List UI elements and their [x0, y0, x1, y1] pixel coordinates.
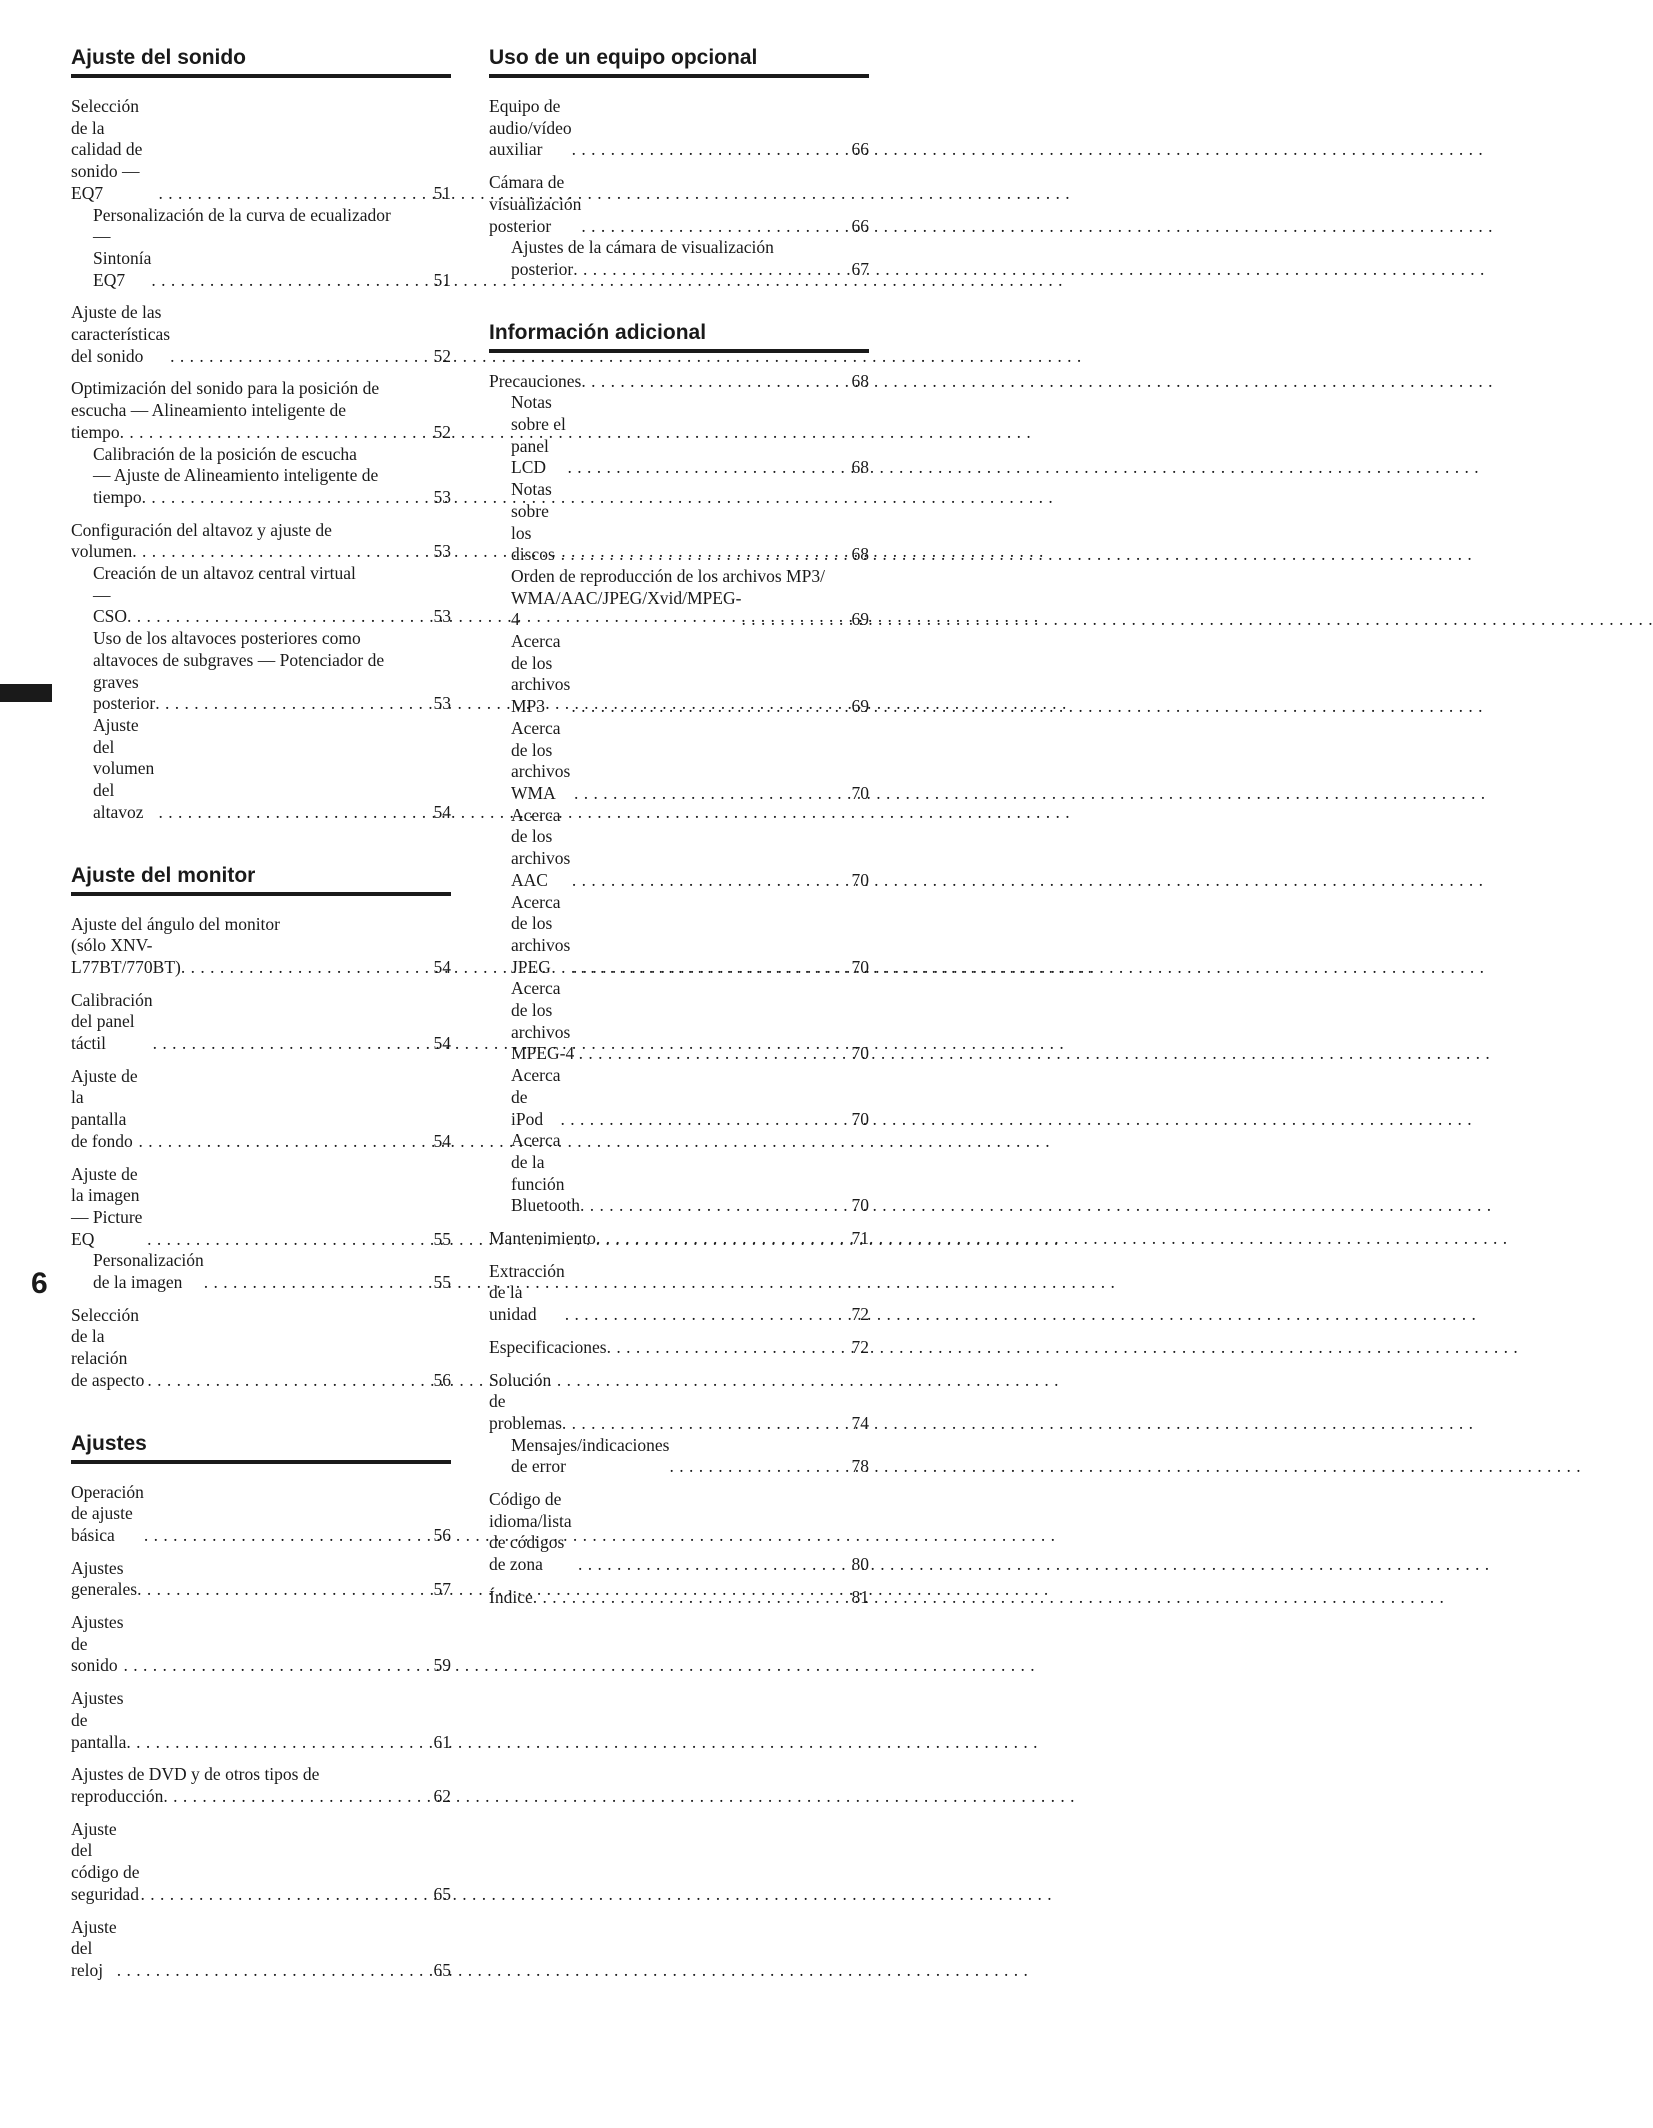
- toc-entry[interactable]: Equipo de audio/vídeo auxiliar . . . 66: [489, 96, 869, 161]
- section-title: Ajustes: [71, 1430, 451, 1464]
- section-title: Ajuste del sonido: [71, 44, 451, 78]
- toc-group: [71, 1688, 451, 1753]
- section-tab-marker: [0, 684, 52, 702]
- toc-entry[interactable]: Ajustes de pantalla . . . 61: [71, 1688, 451, 1753]
- toc-entry-line: Personalización de la curva de ecualizador: [93, 204, 391, 225]
- toc-entry[interactable]: Acerca de los archivos JPEG . . . 70: [489, 892, 869, 979]
- toc-entry-line: altavoces de subgraves — Potenciador de: [93, 649, 385, 670]
- toc-group: [489, 1370, 869, 1479]
- toc-entry[interactable]: Mensajes/indicaciones de error . . . 78: [489, 1435, 869, 1478]
- toc-group: [71, 1482, 451, 1547]
- toc-entry[interactable]: Extracción de la unidad . . . 72: [489, 1261, 869, 1326]
- toc-group: [71, 302, 451, 367]
- toc-entry[interactable]: Ajuste de las características del sonido . . . 52: [71, 302, 451, 367]
- toc-group: [71, 914, 451, 979]
- toc-entry[interactable]: Ajuste de la pantalla de fondo . . . 54: [71, 1066, 451, 1153]
- toc-entry[interactable]: (sólo XNV-L77BT/770BT) . . . 54: [71, 935, 451, 978]
- toc-entry[interactable]: Especificaciones . . . 72: [489, 1337, 869, 1359]
- toc-group: [71, 378, 451, 508]
- toc-entry[interactable]: Acerca de los archivos MPEG-4 . . . 70: [489, 978, 869, 1065]
- toc-group: [71, 96, 451, 291]
- toc-entry[interactable]: Ajustes generales . . . 57: [71, 1558, 451, 1601]
- toc-entry-line: Ajustes de DVD y de otros tipos de: [71, 1764, 320, 1785]
- toc-group: [489, 1228, 869, 1250]
- toc-group: [489, 96, 869, 161]
- toc-entry[interactable]: Acerca de la función Bluetooth . . . 70: [489, 1130, 869, 1217]
- toc-entry[interactable]: Acerca de los archivos AAC . . . 70: [489, 805, 869, 892]
- toc-entry-line: Calibración de la posición de escucha: [93, 443, 357, 464]
- toc-entry-line: Ajustes de la cámara de visualización: [511, 237, 774, 258]
- toc-section-sound: [71, 44, 451, 824]
- toc-group: [489, 371, 869, 1217]
- toc-entry[interactable]: Operación de ajuste básica . . . 56: [71, 1482, 451, 1547]
- toc-group: [71, 1305, 451, 1392]
- toc-entry-line: Optimización del sonido para la posición de: [71, 378, 380, 399]
- toc-section-monitor: [71, 862, 451, 1392]
- toc-right-column: [489, 44, 869, 1647]
- toc-group: [489, 1489, 869, 1576]
- toc-entry[interactable]: Ajuste de la imagen — Picture EQ . . . 55: [71, 1164, 451, 1251]
- toc-entry-line: Ajuste del ángulo del monitor: [71, 913, 280, 934]
- toc-group: [71, 1164, 451, 1294]
- toc-entry-line: Creación de un altavoz central virtual: [93, 563, 356, 584]
- toc-entry[interactable]: Código de idioma/lista de códigos de zona . . . 80: [489, 1489, 869, 1576]
- toc-section-additional-info: [489, 319, 869, 1609]
- toc-group: [71, 1917, 451, 1982]
- toc-entry[interactable]: tiempo . . . 52: [71, 422, 451, 444]
- toc-entry[interactable]: — Sintonía EQ7 . . . 51: [71, 226, 451, 291]
- toc-group: [71, 1558, 451, 1601]
- toc-left-column: [71, 44, 451, 2020]
- toc-group: [71, 990, 451, 1055]
- toc-entry[interactable]: Ajuste del reloj . . . 65: [71, 1917, 451, 1982]
- toc-group: [489, 1337, 869, 1359]
- toc-entry[interactable]: Índice . . . 81: [489, 1587, 869, 1609]
- toc-entry[interactable]: Cámara de visualización posterior . . . 66: [489, 172, 869, 237]
- toc-entry[interactable]: Acerca de los archivos MP3 . . . 69: [489, 631, 869, 718]
- toc-entry[interactable]: Notas sobre el panel LCD . . . 68: [489, 392, 869, 479]
- toc-entry[interactable]: Calibración del panel táctil . . . 54: [71, 990, 451, 1055]
- toc-entry[interactable]: Selección de la relación de aspecto . . . 56: [71, 1305, 451, 1392]
- toc-entry[interactable]: Precauciones . . . 68: [489, 371, 869, 393]
- toc-entry[interactable]: — CSO . . . 53: [71, 585, 451, 628]
- toc-group: [489, 1261, 869, 1326]
- toc-entry[interactable]: Mantenimiento . . . 71: [489, 1228, 869, 1250]
- toc-group: [71, 1819, 451, 1906]
- toc-entry[interactable]: volumen . . . 53: [71, 541, 451, 563]
- section-title: Uso de un equipo opcional: [489, 44, 869, 78]
- toc-group: [71, 1612, 451, 1677]
- toc-entry-line: Uso de los altavoces posteriores como: [93, 628, 361, 649]
- toc-entry[interactable]: reproducción . . . 62: [71, 1786, 451, 1808]
- toc-entry[interactable]: Notas sobre los discos . . . 68: [489, 479, 869, 566]
- toc-entry-line: escucha — Alineamiento inteligente de: [71, 400, 347, 421]
- toc-group: [489, 1587, 869, 1609]
- toc-entry[interactable]: Ajuste del código de seguridad . . . 65: [71, 1819, 451, 1906]
- toc-entry[interactable]: graves posterior . . . 53: [71, 672, 451, 715]
- toc-section-optional-equipment: [489, 44, 869, 281]
- toc-entry[interactable]: Solución de problemas . . . 74: [489, 1370, 869, 1435]
- toc-entry[interactable]: posterior . . . 67: [489, 259, 869, 281]
- section-title: Información adicional: [489, 319, 869, 353]
- toc-entry-line: Configuración del altavoz y ajuste de: [71, 519, 332, 540]
- toc-entry[interactable]: Personalización de la imagen . . . 55: [71, 1250, 451, 1293]
- toc-entry[interactable]: Acerca de los archivos WMA . . . 70: [489, 718, 869, 805]
- toc-entry-line: Orden de reproducción de los archivos MP3/: [511, 565, 825, 586]
- toc-group: [71, 520, 451, 824]
- toc-group: [71, 1066, 451, 1153]
- toc-section-settings: [71, 1430, 451, 1982]
- toc-entry[interactable]: Ajuste del volumen del altavoz . . . 54: [71, 715, 451, 824]
- toc-entry[interactable]: WMA/AAC/JPEG/Xvid/MPEG-4 . . . 69: [489, 588, 869, 631]
- toc-entry[interactable]: Ajustes de sonido . . . 59: [71, 1612, 451, 1677]
- section-title: Ajuste del monitor: [71, 862, 451, 896]
- toc-entry-line: — Ajuste de Alineamiento inteligente de: [93, 465, 379, 486]
- toc-group: [489, 172, 869, 281]
- toc-entry[interactable]: Selección de la calidad de sonido — EQ7 . . . 51: [71, 96, 451, 205]
- toc-entry[interactable]: tiempo . . . 53: [71, 487, 451, 509]
- toc-entry[interactable]: Acerca de iPod . . . 70: [489, 1065, 869, 1130]
- page-number: 6: [31, 1267, 48, 1300]
- toc-group: [71, 1764, 451, 1807]
